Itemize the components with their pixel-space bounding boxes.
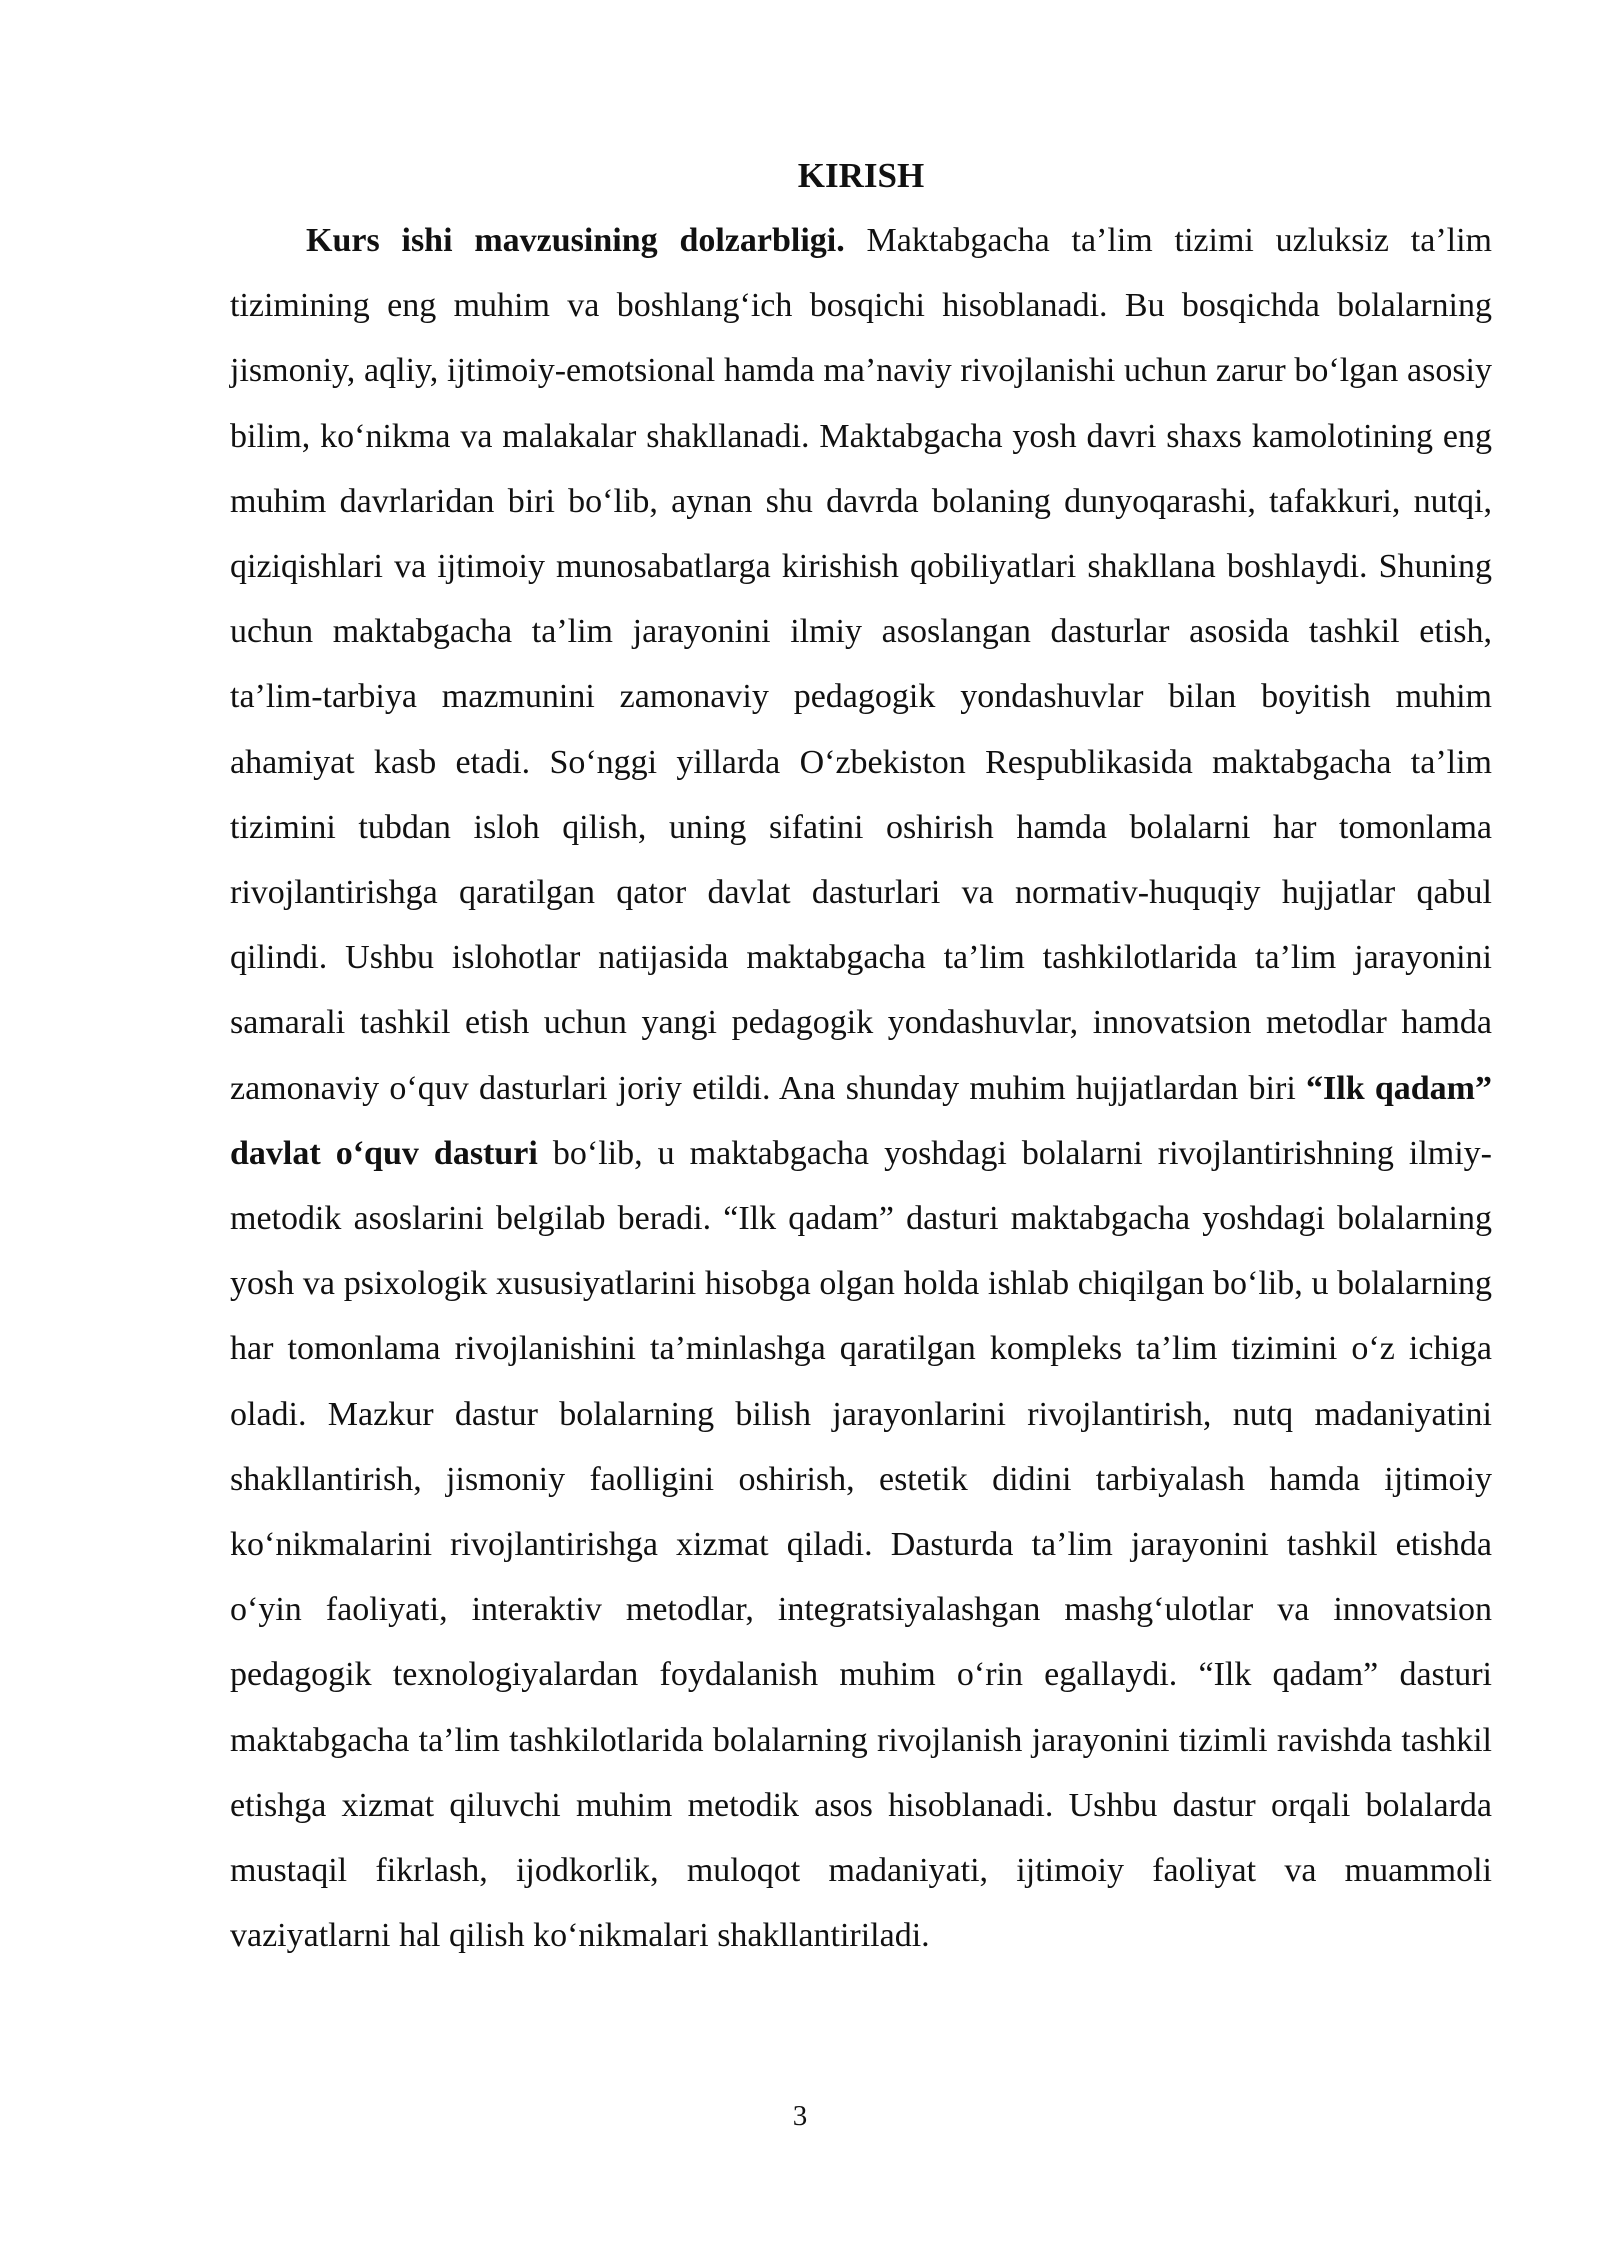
body-paragraph [230, 208, 1492, 1968]
lead-label: Kurs ishi mavzusining dolzarbligi. [306, 222, 845, 259]
paragraph-text-part-2: bo‘lib, u maktabgacha yoshdagi bolalarni rivojlantirishning ilmiy-metodik asoslarini belgilab beradi. “Ilk qadam” dasturi maktabgacha yoshdagi bolalarning yosh va psixologik xususiyatlarini hisobga olgan holda ishlab chiqilgan bo‘lib, u bolalarning har tomonlama rivojlanishini ta’minlashga qaratilgan kompleks ta’lim tizimini o‘z ichiga oladi. Mazkur dastur bolalarning bilish jarayonlarini rivojlantirish, nutq madaniyatini shakllantirish, jismoniy faolligini oshirish, estetik didini tarbiyalash hamda ijtimoiy ko‘nikmalarini rivojlantirishga xizmat qiladi. Dasturda ta’lim jarayonini tashkil etishda o‘yin faoliyati, interaktiv metodlar, integratsiyalashgan mashg‘ulotlar va innovatsion pedagogik texnologiyalardan foydalanish muhim o‘rin egallaydi. “Ilk qadam” dasturi maktabgacha ta’lim tashkilotlarida bolalarning rivojlanish jarayonini tizimli ravishda tashkil etishga xizmat qiluvchi muhim metodik asos hisoblanadi. Ushbu dastur orqali bolalarda mustaqil fikrlash, ijodkorlik, muloqot madaniyati, ijtimoiy faoliyat va muammoli vaziyatlarni hal qilish ko‘nikmalari shakllantiriladi. [230, 1134, 1493, 1955]
page-number: 3 [792, 2100, 808, 2132]
section-heading: KIRISH [797, 156, 925, 195]
paragraph-text-part-1: Maktabgacha ta’lim tizimi uzluksiz ta’lim tizimining eng muhim va boshlang‘ich bosqichi hisoblanadi. Bu bosqichda bolalarning jismoniy, aqliy, ijtimoiy-emotsional hamda ma’naviy rivojlanishi uchun zarur bo‘lgan asosiy bilim, ko‘nikma va malakalar shakllanadi. Maktabgacha yosh davri shaxs kamolotining eng muhim davrlaridan biri bo‘lib, aynan shu davrda bolaning dunyoqarashi, tafakkuri, nutqi, qiziqishlari va ijtimoiy munosabatlarga kirishish qobiliyatlari shakllana boshlaydi. Shuning uchun maktabgacha ta’lim jarayonini ilmiy asoslangan dasturlar asosida tashkil etish, ta’lim-tarbiya mazmunini zamonaviy pedagogik yondashuvlar bilan boyitish muhim ahamiyat kasb etadi. So‘nggi yillarda O‘zbekiston Respublikasida maktabgacha ta’lim tizimini tubdan isloh qilish, uning sifatini oshirish hamda bolalarni har tomonlama rivojlantirishga qaratilgan qator davlat dasturlari va normativ-huquqiy hujjatlar qabul qilindi. Ushbu islohotlar natijasida maktabgacha ta’lim tashkilotlarida ta’lim jarayonini samarali tashkil etish uchun yangi pedagogik yondashuvlar, innovatsion metodlar hamda zamonaviy o‘quv dasturlari joriy etildi. Ana shunday muhim hujjatlardan biri [230, 222, 1493, 1107]
program-name: “Ilk qadam” davlat o‘quv dasturi [230, 1069, 1492, 1172]
document-page [230, 150, 1492, 1968]
